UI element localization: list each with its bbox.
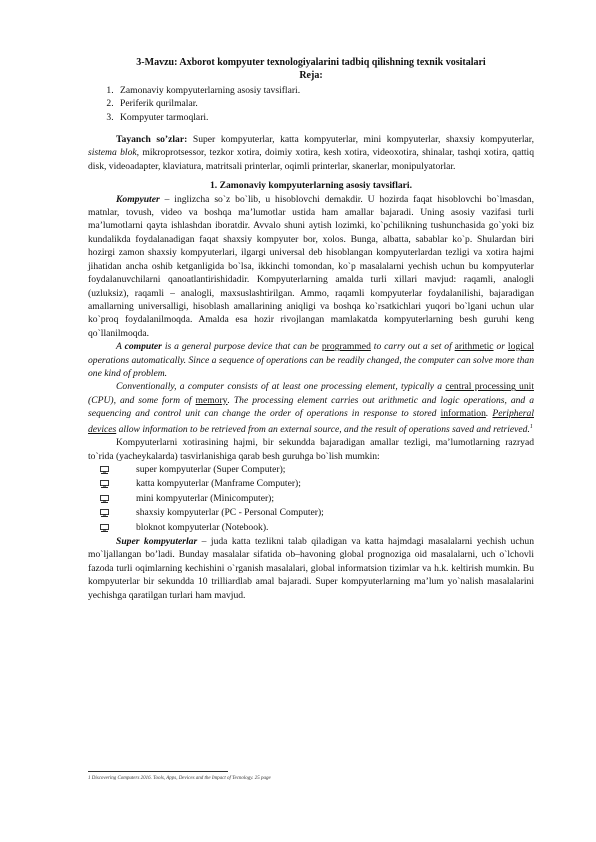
list-item [100, 492, 534, 506]
en1-text-d: or [493, 341, 508, 353]
en2-text-e: allow information to be retrieved from an external source, and the result of operations saved and retrieved. [116, 423, 530, 435]
en1-text-b: is a general purpose device that can be [161, 341, 322, 353]
computer-icon [100, 495, 109, 503]
link-arithmetic[interactable]: arithmetic [454, 341, 494, 353]
en2-text-a: Conventionally, a computer consists of at least one processing element, typically a [116, 381, 446, 393]
computer-term: Kompyuter [116, 193, 160, 205]
en1-text-a: A [116, 341, 125, 353]
keywords-paragraph [88, 133, 534, 173]
list-item-text: super kompyuterlar (Super Computer); [136, 463, 286, 475]
plan-heading: Reja: [299, 70, 323, 82]
en2-text-b: (CPU), and some form of [88, 394, 196, 406]
computer-icon [100, 509, 109, 517]
list-item [100, 463, 534, 477]
list-item-text: shaxsiy kompyuterlar (PC - Personal Computer); [136, 507, 324, 519]
plan-item: 2. Periferik qurilmalar. [116, 97, 534, 110]
document-title: 3-Mavzu: Axborot kompyuter texnologiyalarini tadbiq qilishning texnik vositalari [136, 57, 486, 68]
section-1-title: 1. Zamonaviy kompyuterlarning asosiy tavsiflari. [209, 180, 412, 192]
english-paragraph-2 [88, 380, 534, 436]
link-cpu[interactable]: central processing unit [445, 381, 534, 393]
en2-text-d: . [485, 408, 493, 420]
footnote-divider [88, 771, 228, 772]
link-memory[interactable]: memory [195, 394, 228, 406]
link-programmed[interactable]: programmed [321, 341, 371, 353]
plan-list [88, 84, 534, 124]
keywords-label: Tayanch so’zlar: [116, 134, 188, 146]
en1-text-c: to carry out a set of [370, 341, 455, 353]
link-peripheral-devices[interactable]: Peripheral devices [88, 408, 534, 435]
link-information[interactable]: information [440, 408, 486, 420]
list-item [100, 506, 534, 520]
supercomputers-text: – juda katta tezlikni talab qiladigan va katta hajmdagi masalalarni yechish uchun mo`ljallangan bo’ladi. Bunday masalalar sifatida ob–havoning global prognoziga oid masalalarni, uch o`lchovli fazoda turli oqimlarning kechishini o`rganish masalalari, global informatsion tizimlar va h.k. keltirish mumkin. Bu kompyuterlar bir sekundda 10 trilliardlab amal bajaradi. Super kompyuterlarning ma’lum yo`nalish masalalarini yechishga qaratilgan turlari ham mavjud. [88, 536, 534, 601]
computer-icon [100, 466, 109, 474]
footnote: 1 Discovering Computers 2016. Tools, Apps, Devices and the Impact of Tecnology. 25 page [88, 776, 271, 781]
keywords-italic: sistema blok, [88, 147, 140, 159]
computer-types-list [88, 463, 534, 535]
keywords-text-1: Super kompyuterlar, katta kompyuterlar, mini kompyuterlar, shaxsiy kompyuterlar, [187, 134, 534, 146]
list-item-text: mini kompyuterlar (Minicomputer); [136, 492, 275, 504]
plan-item: 1. Zamonaviy kompyuterlarning asosiy tavsiflari. [116, 84, 534, 97]
english-paragraph-1 [88, 340, 534, 380]
list-item-text: katta kompyuterlar (Manframe Computer); [136, 478, 301, 490]
list-item [100, 477, 534, 491]
en1-text-e: operations automatically. Since a sequence of operations can be readily changed, the computer can solve more than one kind of problem. [88, 354, 534, 379]
en2-text-c: . The processing element carries out arithmetic and logic operations, and a sequencing and control unit can change the order of operations in response to stored [88, 394, 534, 420]
keywords-text-2: mikroprotsessor, tezkor xotira, doimiy xotira, kesh xotira, videoxotira, shinalar, tashqi xotira, qattiq disk, videoadapter, klaviatura, matritsali printerlar, oqimli printerlar, skanerlar, monipulyatorlar. [88, 147, 534, 172]
en1-computer-term: computer [124, 341, 162, 353]
computer-icon [100, 524, 109, 532]
footnote-marker[interactable]: 1 [529, 423, 533, 430]
list-item [100, 521, 534, 535]
link-logical[interactable]: logical [507, 341, 535, 353]
computer-definition-paragraph [88, 193, 534, 340]
computer-icon [100, 480, 109, 488]
document-page [88, 56, 534, 602]
computer-definition-text: – inglizcha so`z bo`lib, u hisoblovchi demakdir. U hozirda faqat hisoblovchi bo`lmasdan, matnlar, tovush, video va boshqa ma’lumotlar ustida ham amallar bajaradi. Uning asosiy vazifasi turli ma’lumotlarni qayta ishlashdan iboratdir. Avvalo shuni aytish lozimki, ko`pchilikning tushunchasida go`yoki biz kundalikda foydalanadigan faqat shaxsiy kompyuter bor, xolos. Bunga, albatta, sabablar ko`p. Shulardan biri hozirgi zamon shaxsiy kompyuterlari, ilgargi universal deb hisoblangan kompyuterlardan tezligi va xotira hajmi jihatidan ancha oshib ketganligida bo`lsa, ikkinchi tomondan, ko`p masalalarni yechish uchun bu kompyuterlar foydalanuvchilarni qanoatlantirishidadir. Kompyuterlarning amalda turli xillari mavjud: raqamli, analogli (uzluksiz), raqamli – analogli, maxsuslashtirilgan. Ammo, raqamli kompyuterlar foydalanilishi, bajaradigan amallarning universalligi, hisoblash amallarining aniqligi va boshqa ko`rsatkichlari yuqori bo`lgani uchun ular ko`proq foydalanilmoqda. Amalda esa hozir rivojlangan mamlakatda kompyuterlarning besh guruhi keng qo`llanilmoqda. [88, 193, 534, 339]
supercomputers-term: Super kompyuterlar [116, 536, 198, 547]
classification-paragraph: Kompyuterlarni xotirasining hajmi, bir sekundda bajaradigan amallar tezligi, ma’lumotlarning razryad to`rida (yacheykalarda) tasvirlanishiga qarab besh guruhga bo`lish mumkin: [88, 437, 534, 462]
plan-item: 3. Kompyuter tarmoqlari. [116, 111, 534, 124]
supercomputers-paragraph [88, 535, 534, 602]
list-item-text: bloknot kompyuterlar (Notebook). [136, 521, 269, 533]
